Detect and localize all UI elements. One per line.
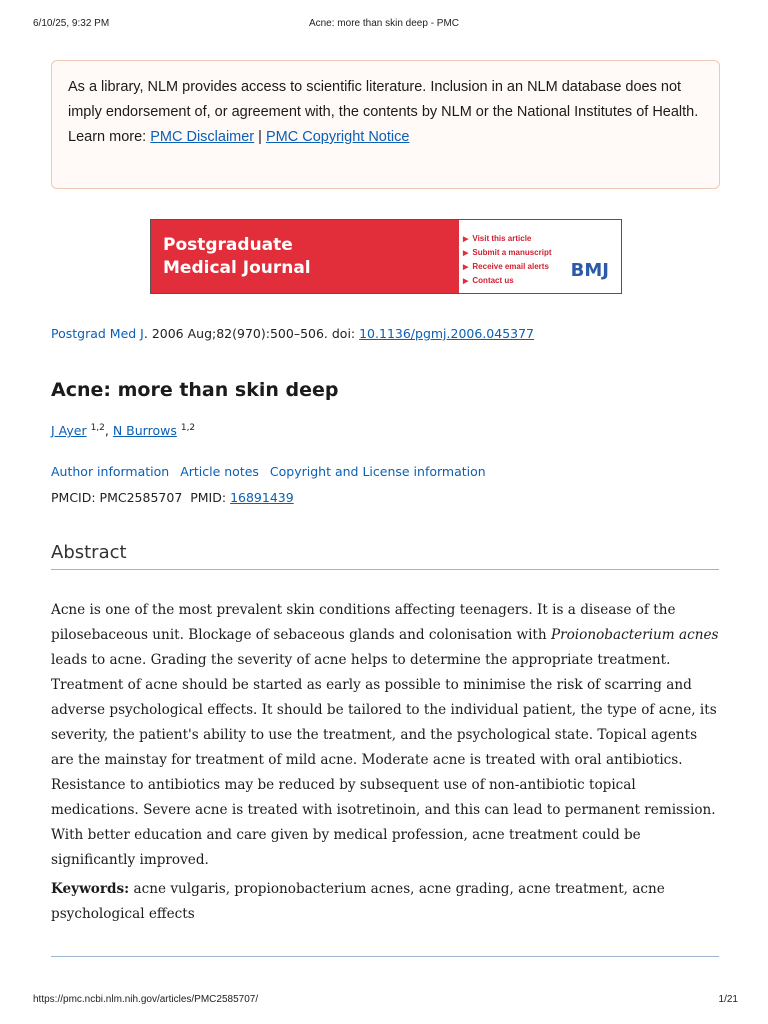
abstract-divider	[51, 569, 719, 570]
learn-more-label: Learn more:	[68, 129, 147, 145]
triangle-right-icon: ▶	[463, 236, 469, 243]
abstract-organism-name: Proionobacterium acnes	[550, 627, 719, 643]
abstract-text-part2: leads to acne. Grading the severity of acne helps to determine the appropriate treatment. Treatment of acne should be started as early as possible to minimise the risk of scarring and adverse psychological effects. It should be tailored to the individual patient, the type of acne, its severity, the patient's ability to use the treatment, and the psychological state. Topical agents are the mainstay for treatment of mild acne. Moderate acne is treated with oral antibiotics. Resistance to antibiotics may be reduced by subsequent use of non-antibiotic topical medications. Severe acne is treated with isotretinoin, and this can lead to permanent remission. With better education and care given by medical profession, acne treatment could be significantly improved.	[51, 652, 717, 868]
article-ids	[51, 490, 294, 505]
abstract-text-part1: Acne is one of the most prevalent skin conditions affecting teenagers. It is a disease of the pilosebaceous unit. Blockage of sebaceous glands and colonisation with	[51, 602, 676, 643]
abstract-text	[51, 598, 719, 873]
nlm-notice-box	[51, 60, 720, 189]
banner-link-label: Receive email alerts	[472, 262, 549, 271]
pmid-label: PMID:	[190, 490, 227, 505]
article-info-links	[51, 464, 493, 479]
print-date: 6/10/25, 9:32 PM	[33, 18, 110, 29]
banner-links-block	[459, 220, 621, 293]
author-affiliation: 1,2	[90, 423, 105, 433]
journal-banner[interactable]	[150, 219, 622, 294]
bmj-logo: BMJ	[570, 260, 609, 281]
article-notes-link[interactable]: Article notes	[180, 464, 259, 479]
print-doc-title: Acne: more than skin deep - PMC	[308, 18, 460, 29]
journal-name-line1: Postgraduate	[163, 235, 293, 255]
notice-learn-more	[68, 125, 703, 150]
notice-text: As a library, NLM provides access to scientific literature. Inclusion in an NLM database does not imply endorsement of, or agreement with, the contents by NLM or the National Institutes of Health.	[68, 79, 699, 120]
citation-details: . 2006 Aug;82(970):500–506. doi:	[143, 326, 360, 341]
triangle-right-icon: ▶	[463, 250, 469, 257]
author-link[interactable]: N Burrows	[112, 423, 177, 439]
keywords-label: Keywords:	[51, 881, 130, 897]
article-title: Acne: more than skin deep	[51, 379, 339, 401]
doi-link[interactable]: 10.1136/pgmj.2006.045377	[359, 326, 535, 341]
banner-link-label: Contact us	[472, 276, 514, 285]
banner-link-label: Submit a manuscript	[472, 248, 552, 257]
author-affiliation: 1,2	[180, 423, 196, 433]
banner-link-visit[interactable]	[463, 232, 552, 246]
pmc-copyright-link[interactable]: PMC Copyright Notice	[265, 129, 410, 145]
journal-name-block	[151, 220, 459, 293]
print-url: https://pmc.ncbi.nlm.nih.gov/articles/PMC2585707/	[33, 994, 259, 1005]
link-separator: |	[258, 129, 262, 145]
banner-link-contact[interactable]	[463, 274, 552, 288]
banner-links	[463, 232, 552, 288]
banner-link-alerts[interactable]	[463, 260, 552, 274]
keywords-text: acne vulgaris, propionobacterium acnes, acne grading, acne treatment, acne psychological effects	[51, 881, 665, 922]
journal-link[interactable]: Postgrad Med J	[51, 326, 144, 341]
citation-line	[51, 326, 534, 341]
section-divider	[51, 956, 719, 957]
triangle-right-icon: ▶	[463, 278, 469, 285]
print-header	[0, 18, 768, 32]
banner-link-submit[interactable]	[463, 246, 552, 260]
keywords	[51, 877, 691, 927]
banner-link-label: Visit this article	[472, 234, 532, 243]
abstract-heading: Abstract	[51, 542, 127, 563]
author-list: J Ayer $^{1,2}$, N Burrows $^{1,2}$	[51, 423, 196, 439]
pmid-link[interactable]: 16891439	[230, 490, 294, 505]
author-information-link[interactable]: Author information	[51, 464, 170, 479]
triangle-right-icon: ▶	[463, 264, 469, 271]
pmc-disclaimer-link[interactable]: PMC Disclaimer	[150, 129, 255, 145]
copyright-license-link[interactable]: Copyright and License information	[269, 464, 486, 479]
print-page-number: 1/21	[718, 994, 738, 1005]
author-link[interactable]: J Ayer	[51, 423, 87, 439]
journal-name-line2: Medical Journal	[163, 258, 311, 278]
pmcid: PMCID: PMC2585707	[51, 490, 183, 505]
